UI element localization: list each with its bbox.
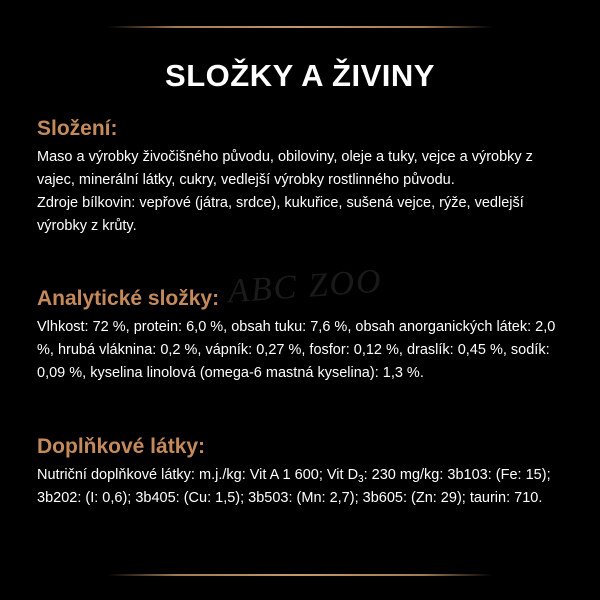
page-title: SLOŽKY A ŽIVINY <box>165 58 435 93</box>
bottom-divider <box>107 574 493 576</box>
additives-text <box>37 464 567 510</box>
analytical-heading: Analytické složky: <box>37 287 220 310</box>
composition-text: Maso a výrobky živočišného původu, obiloviny, oleje a tuky, vejce a výrobky z vajec, minerální látky, cukry, vedlejší výrobky rostlinného původu. <box>37 149 533 188</box>
protein-sources-text: Zdroje bílkovin: vepřové (játra, srdce), kukuřice, sušená vejce, rýže, vedlejší výrobky z krůty. <box>37 195 524 234</box>
top-divider <box>107 26 493 28</box>
additives-section <box>37 434 567 510</box>
watermark: ABC ZOO <box>226 262 384 311</box>
additives-text-start: Nutriční doplňkové látky: m.j./kg: Vit A 1 600; Vit D <box>37 467 359 483</box>
additives-heading: Doplňkové látky: <box>37 435 206 458</box>
composition-heading: Složení: <box>37 117 118 140</box>
analytical-section <box>37 286 567 385</box>
additives-text-end: : 230 mg/kg: 3b103: (Fe: 15); 3b202: (I: 0,6); 3b405: (Cu: 1,5); 3b503: (Mn: 2,7); 3b605: (Zn: 29); taurin: 710. <box>37 467 551 506</box>
vitamin-d-subscript: 3 <box>358 474 364 485</box>
analytical-text: Vlhkost: 72 %, protein: 6,0 %, obsah tuku: 7,6 %, obsah anorganických látek: 2,0 %, hrubá vláknina: 0,2 %, vápník: 0,27 %, fosfor: 0,12 %, draslík: 0,45 %, sodík: 0,09 %, kyselina linolová (omega-6 mastná kyselina): 1,3 %. <box>37 319 556 381</box>
composition-section <box>37 116 567 238</box>
